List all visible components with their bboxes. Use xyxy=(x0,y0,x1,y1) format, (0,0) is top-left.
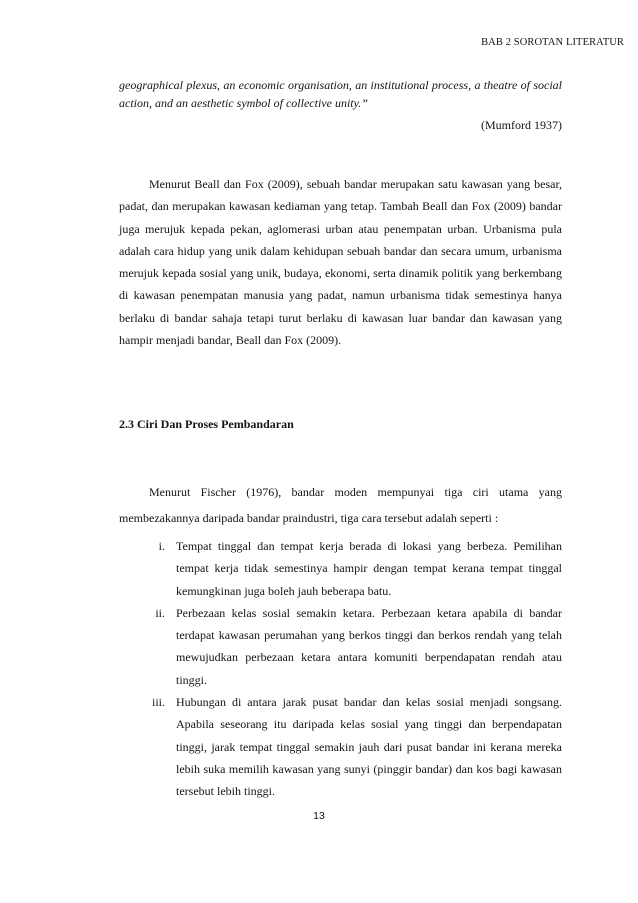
list-item xyxy=(119,602,562,691)
list-item xyxy=(119,535,562,602)
characteristics-list xyxy=(119,535,562,803)
quote-citation: (Mumford 1937) xyxy=(481,118,562,132)
list-numeral: ii. xyxy=(155,605,165,620)
section-heading: 2.3 Ciri Dan Proses Pembandaran xyxy=(119,417,294,431)
list-item-text: Perbezaan kelas sosial semakin ketara. Perbezaan ketara apabila di bandar terdapat kawasan perumahan yang berkos tinggi dan berkos rendah yang telah mewujudkan perbezaan ketara antara komuniti berpendapatan rendah atau tinggi. xyxy=(176,605,562,687)
page-number: 13 xyxy=(313,810,325,822)
list-item xyxy=(119,691,562,802)
list-numeral: i. xyxy=(158,539,165,553)
intro-paragraph: Menurut Fischer (1976), bandar moden mempunyai tiga ciri utama yang membezakannya daripada bandar praindustri, tiga cara tersebut adalah seperti : xyxy=(119,485,562,525)
body-paragraph: Menurut Beall dan Fox (2009), sebuah bandar merupakan satu kawasan yang besar, padat, dan merupakan kawasan kediaman yang tetap. Tambah Beall dan Fox (2009) bandar juga merujuk kepada pekan, aglomerasi urban atau penempatan urban. Urbanisma pula adalah cara hidup yang unik dalam kehidupan sebuah bandar dan secara umum, urbanisma merujuk kepada sosial yang unik, budaya, ekonomi, serta dinamik politik yang berkembang di kawasan penempatan manusia yang padat, namun urbanisma tidak semestinya hanya berlaku di bandar sahaja tetapi turut berlaku di kawasan luar bandar dan kawasan yang hampir menjadi bandar, Beall dan Fox (2009). xyxy=(119,177,562,348)
list-item-text: Hubungan di antara jarak pusat bandar dan kelas sosial menjadi songsang. Apabila seseorang itu daripada kelas sosial yang tinggi dan berpendapatan tinggi, jarak tempat tinggal semakin jauh dari pusat bandar ini kerana mereka lebih suka memilih kawasan yang sunyi (pinggir bandar) dan kos bagi kawasan tersebut lebih tinggi. xyxy=(176,695,562,799)
running-header: BAB 2 SOROTAN LITERATUR xyxy=(481,37,624,48)
list-item-text: Tempat tinggal dan tempat kerja berada di lokasi yang berbeza. Pemilihan tempat kerja tidak semestinya hampir dengan tempat kerana tempat tinggal kemungkinan juga boleh jauh beberapa batu. xyxy=(176,539,562,598)
list-numeral: iii. xyxy=(151,695,165,710)
block-quote: geographical plexus, an economic organisation, an institutional process, a theatre of social action, and an aesthetic symbol of collective unity.” xyxy=(119,78,562,110)
